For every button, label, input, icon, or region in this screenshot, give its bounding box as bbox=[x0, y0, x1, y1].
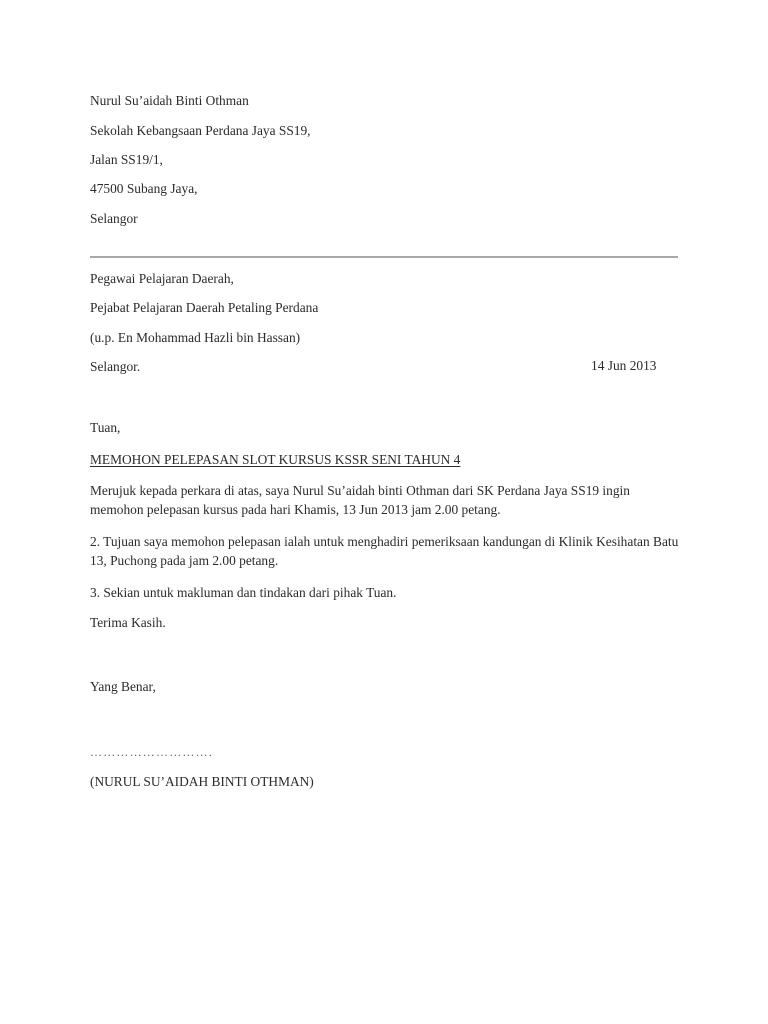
sender-school: Sekolah Kebangsaan Perdana Jaya SS19, bbox=[90, 123, 311, 138]
thanks-line: Terima Kasih. bbox=[90, 615, 166, 630]
letter-subject: MEMOHON PELEPASAN SLOT KURSUS KSSR SENI TAHUN 4 bbox=[90, 452, 461, 467]
recipient-attention: (u.p. En Mohammad Hazli bin Hassan) bbox=[90, 330, 301, 345]
paragraph-2: 2. Tujuan saya memohon pelepasan ialah untuk menghadiri pemeriksaan kandungan di Klinik Kesihatan Batu 13, Puchong pada jam 2.00 petang. bbox=[90, 534, 679, 568]
paragraph-3: 3. Sekian untuk makluman dan tindakan dari pihak Tuan. bbox=[90, 585, 397, 600]
closing-line: Yang Benar, bbox=[90, 679, 156, 694]
letter-date: 14 Jun 2013 bbox=[591, 358, 657, 373]
sender-street: Jalan SS19/1, bbox=[90, 152, 163, 167]
signature-line: ………………………. bbox=[90, 745, 213, 759]
sender-state: Selangor bbox=[90, 211, 138, 226]
sender-postcode-city: 47500 Subang Jaya, bbox=[90, 181, 198, 196]
recipient-title: Pegawai Pelajaran Daerah, bbox=[90, 271, 234, 286]
recipient-state: Selangor. bbox=[90, 359, 141, 374]
recipient-office: Pejabat Pelajaran Daerah Petaling Perdana bbox=[90, 300, 319, 315]
paragraph-1: Merujuk kepada perkara di atas, saya Nurul Su’aidah binti Othman dari SK Perdana Jaya SS19 ingin memohon pelepasan kursus pada hari Khamis, 13 Jun 2013 jam 2.00 petang. bbox=[90, 483, 630, 517]
sender-name: Nurul Su’aidah Binti Othman bbox=[90, 93, 249, 108]
signature-name: (NURUL SU’AIDAH BINTI OTHMAN) bbox=[90, 774, 314, 789]
header-divider bbox=[90, 256, 678, 258]
salutation: Tuan, bbox=[90, 420, 121, 435]
